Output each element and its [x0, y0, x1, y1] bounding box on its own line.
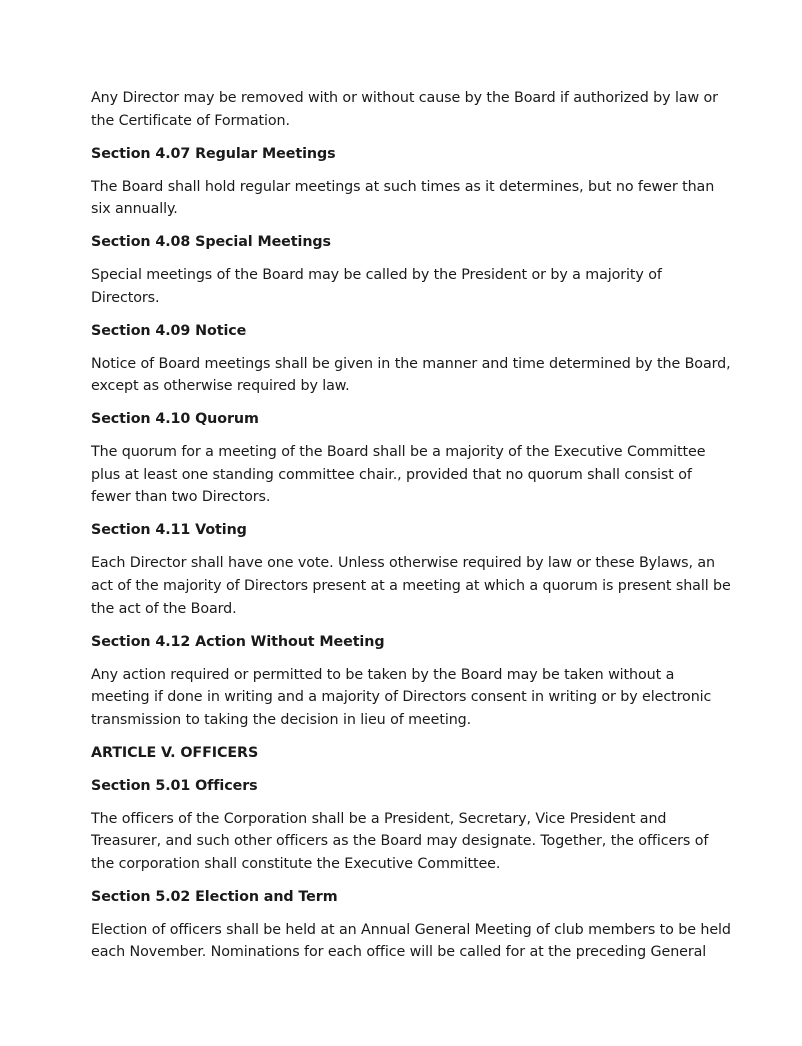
paragraph-election-and-term: Election of officers shall be held at an Annual General Meeting of club members to be held each November. Nominations for each office will be called for at the preceding General: [91, 921, 731, 961]
section-heading-4-08: Section 4.08 Special Meetings: [91, 234, 331, 251]
section-heading-4-09: Section 4.09 Notice: [91, 322, 247, 339]
document-page: [91, 87, 731, 964]
section-heading-4-10: Section 4.10 Quorum: [91, 411, 259, 428]
section-heading-4-12: Section 4.12 Action Without Meeting: [91, 633, 385, 650]
paragraph-regular-meetings: The Board shall hold regular meetings at such times as it determines, but no fewer than six annually.: [91, 178, 715, 218]
paragraph-officers: The officers of the Corporation shall be a President, Secretary, Vice President and Treasurer, and such other officers as the Board may designate. Together, the officers of the corporation shall constitute the Executive Committee.: [91, 810, 709, 872]
paragraph-action-without-meeting: Any action required or permitted to be taken by the Board may be taken without a meeting if done in writing and a majority of Directors consent in writing or by electronic transmission to taking the decision in lieu of meeting.: [91, 666, 712, 728]
section-heading-5-02: Section 5.02 Election and Term: [91, 888, 338, 905]
section-heading-5-01: Section 5.01 Officers: [91, 777, 258, 794]
section-heading-4-07: Section 4.07 Regular Meetings: [91, 145, 336, 162]
paragraph-director-removal: Any Director may be removed with or without cause by the Board if authorized by law or the Certificate of Formation.: [91, 90, 718, 129]
paragraph-quorum: The quorum for a meeting of the Board shall be a majority of the Executive Committee plus at least one standing committee chair., provided that no quorum shall consist of fewer than two Directors.: [91, 444, 706, 506]
article-heading-v: ARTICLE V. OFFICERS: [91, 744, 259, 761]
section-heading-4-11: Section 4.11 Voting: [91, 522, 247, 539]
paragraph-voting: Each Director shall have one vote. Unless otherwise required by law or these Bylaws, an act of the majority of Directors present at a meeting at which a quorum is present shall be the act of the Board.: [91, 555, 731, 617]
paragraph-special-meetings: Special meetings of the Board may be called by the President or by a majority of Directors.: [91, 267, 662, 306]
paragraph-notice: Notice of Board meetings shall be given in the manner and time determined by the Board, except as otherwise required by law.: [91, 355, 731, 395]
